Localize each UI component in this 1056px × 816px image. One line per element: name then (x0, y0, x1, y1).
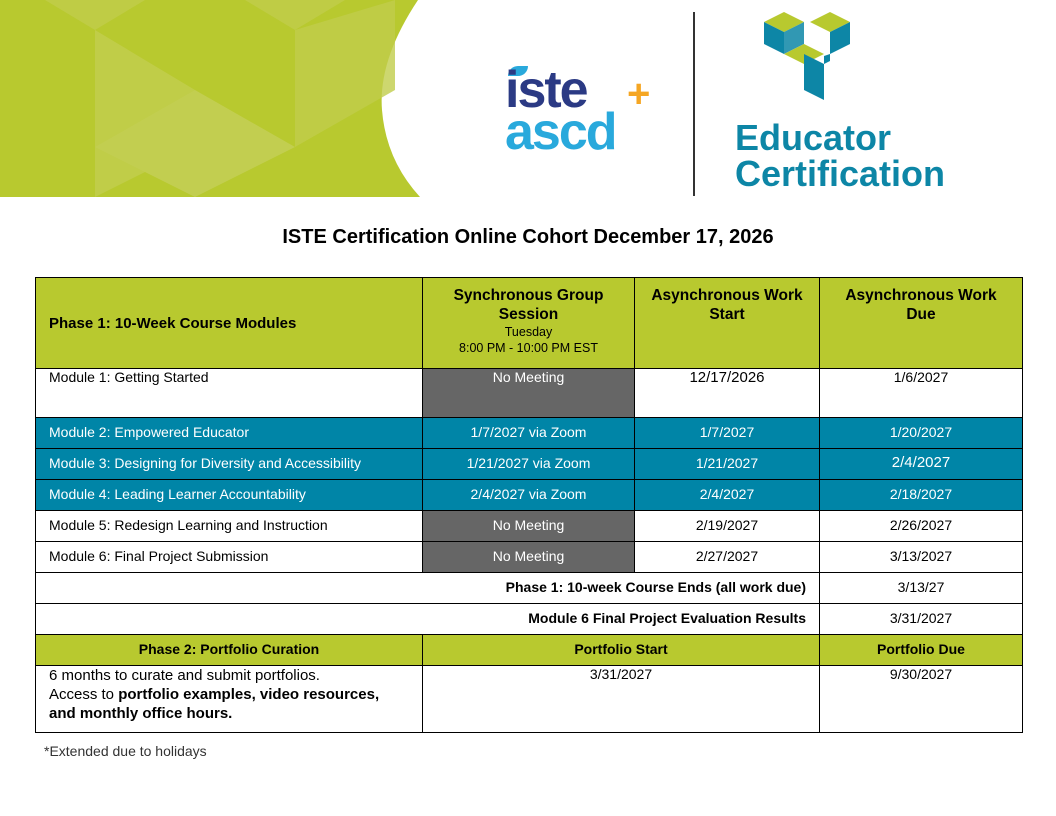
start-date: 2/4/2027 (635, 480, 820, 511)
due-date: 2/18/2027 (820, 480, 1023, 511)
start-date: 2/27/2027 (635, 542, 820, 573)
plus-icon: + (627, 72, 651, 116)
page-title: ISTE Certification Online Cohort December 17, 2026 (282, 226, 774, 248)
header-async-due: Asynchronous Work Due (820, 278, 1023, 369)
summary-label: Phase 1: 10-week Course Ends (all work due) (36, 573, 820, 604)
due-date: 3/13/2027 (820, 542, 1023, 573)
session-cell: 1/21/2027 via Zoom (423, 449, 635, 480)
summary-label: Module 6 Final Project Evaluation Results (36, 604, 820, 635)
header-sync (423, 278, 635, 369)
module-name: Module 1: Getting Started (36, 369, 423, 418)
phase2-body-row (36, 666, 1023, 733)
start-date: 1/7/2027 (635, 418, 820, 449)
header-async-start: Asynchronous Work Start (635, 278, 820, 369)
module-name: Module 3: Designing for Diversity and Accessibility (36, 449, 423, 480)
phase2-desc-bold: portfolio examples, video resources, and monthly office hours. (49, 686, 380, 722)
session-cell: No Meeting (423, 511, 635, 542)
phase2-due-date: 9/30/2027 (820, 666, 1023, 733)
cert-logo-text (735, 117, 946, 194)
cert-logo-line2: Certification (735, 153, 946, 194)
cert-logo-line1: Educator (735, 117, 892, 158)
phase2-header-row (36, 635, 1023, 666)
module-name: Module 5: Redesign Learning and Instruction (36, 511, 423, 542)
session-cell: 1/7/2027 via Zoom (423, 418, 635, 449)
header-modules: Phase 1: 10-Week Course Modules (36, 278, 423, 369)
start-date: 2/19/2027 (635, 511, 820, 542)
due-date: 1/20/2027 (820, 418, 1023, 449)
summary-row-evaluation (36, 604, 1023, 635)
schedule-table (35, 277, 1023, 733)
due-date: 2/4/2027 (820, 449, 1023, 480)
table-row (36, 369, 1023, 418)
table-row (36, 418, 1023, 449)
summary-value: 3/31/2027 (820, 604, 1023, 635)
table-header-row (36, 278, 1023, 369)
header-sync-day: Tuesday (504, 325, 553, 339)
module-name: Module 4: Leading Learner Accountability (36, 480, 423, 511)
phase2-start-date: 3/31/2027 (423, 666, 820, 733)
header-sync-time: 8:00 PM - 10:00 PM EST (459, 341, 598, 355)
session-cell: No Meeting (423, 369, 635, 418)
table-row (36, 511, 1023, 542)
phase2-start-header: Portfolio Start (423, 635, 820, 666)
start-date: 12/17/2026 (635, 369, 820, 418)
phase2-description (36, 666, 423, 733)
phase2-desc-plain: 6 months to curate and submit portfolios. (49, 667, 320, 684)
header-sync-title: Synchronous Group Session (453, 287, 604, 323)
table-row (36, 480, 1023, 511)
logo-text-iste: iste (505, 61, 587, 119)
start-date: 1/21/2027 (635, 449, 820, 480)
module-name: Module 2: Empowered Educator (36, 418, 423, 449)
phase2-desc-access: Access to (49, 686, 119, 703)
due-date: 2/26/2027 (820, 511, 1023, 542)
iste-ascd-logo (505, 60, 655, 160)
phase2-due-header: Portfolio Due (820, 635, 1023, 666)
session-cell: 2/4/2027 via Zoom (423, 480, 635, 511)
phase2-title: Phase 2: Portfolio Curation (36, 635, 423, 666)
summary-value: 3/13/27 (820, 573, 1023, 604)
footnote: *Extended due to holidays (44, 743, 207, 759)
table-row (36, 449, 1023, 480)
summary-row-course-end (36, 573, 1023, 604)
module-name: Module 6: Final Project Submission (36, 542, 423, 573)
cert-cube-icon (762, 10, 858, 106)
logo-divider (693, 12, 695, 196)
due-date: 1/6/2027 (820, 369, 1023, 418)
table-row (36, 542, 1023, 573)
header-banner (0, 0, 1056, 197)
session-cell: No Meeting (423, 542, 635, 573)
logo-text-ascd: ascd (505, 103, 616, 161)
